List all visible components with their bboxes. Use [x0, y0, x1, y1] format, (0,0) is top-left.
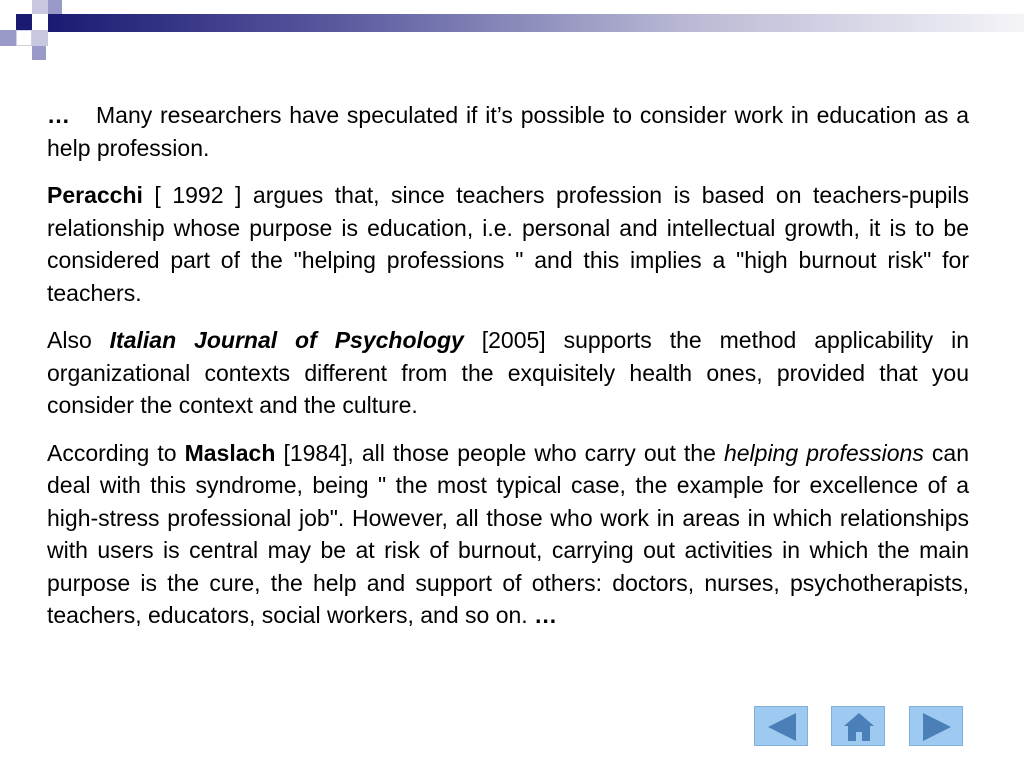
- helping-professions-term: helping professions: [723, 439, 924, 466]
- ellipsis-end: …: [534, 602, 558, 628]
- header-decoration: [0, 0, 1024, 70]
- decor-square: [32, 46, 46, 60]
- author-peracchi: Peracchi: [47, 182, 143, 208]
- decor-square: [16, 14, 32, 30]
- paragraph-3: [47, 324, 969, 422]
- decor-square: [48, 0, 62, 14]
- paragraph-1-text: Many researchers have speculated if it’s possible to consider work in education as a help profession.: [47, 102, 969, 161]
- ellipsis-start: …: [47, 102, 70, 128]
- arrow-right-icon: [910, 707, 964, 747]
- paragraph-1: [47, 99, 969, 164]
- journal-title: Italian Journal of Psychology: [109, 327, 464, 353]
- paragraph-4-mid2: can deal with this syndrome, being " the most typical case, the example for excellence of a high-stress professional job". However, all those who work in areas in which relationships with users is central may be at risk of burnout, carrying out activities in which the main purpose is the cure, the help and support of others: doctors, nurses, psychotherapists, teachers, educators, social workers, and so on.: [47, 439, 969, 628]
- decor-square: [32, 0, 48, 14]
- decor-square: [0, 30, 16, 46]
- home-icon: [832, 707, 886, 747]
- decor-square: [16, 30, 32, 46]
- paragraph-4-lead: According to: [47, 439, 185, 466]
- paragraph-3-text: [2005] supports the method applicability in organizational contexts different from the exquisitely health ones, provided that you consider the context and the culture.: [47, 327, 969, 418]
- paragraph-2-text: [ 1992 ] argues that, since teachers profession is based on teachers-pupils relationship whose purpose is education, i.e. personal and intellectual growth, it is to be considered part of the "helping professions " and this implies a "high burnout risk" for teachers.: [47, 182, 969, 306]
- decor-square: [0, 0, 16, 16]
- paragraph-3-lead: Also: [47, 327, 110, 353]
- decor-square: [32, 30, 48, 46]
- home-button[interactable]: [831, 706, 885, 746]
- author-maslach: Maslach: [184, 439, 276, 466]
- slide-body: [47, 99, 969, 647]
- next-slide-button[interactable]: [909, 706, 963, 746]
- paragraph-4: [47, 437, 969, 632]
- paragraph-4-mid1: [1984], all those people who carry out the: [275, 439, 724, 466]
- header-gradient-bar: [48, 14, 1024, 32]
- arrow-left-icon: [755, 707, 809, 747]
- paragraph-2: [47, 179, 969, 309]
- prev-slide-button[interactable]: [754, 706, 808, 746]
